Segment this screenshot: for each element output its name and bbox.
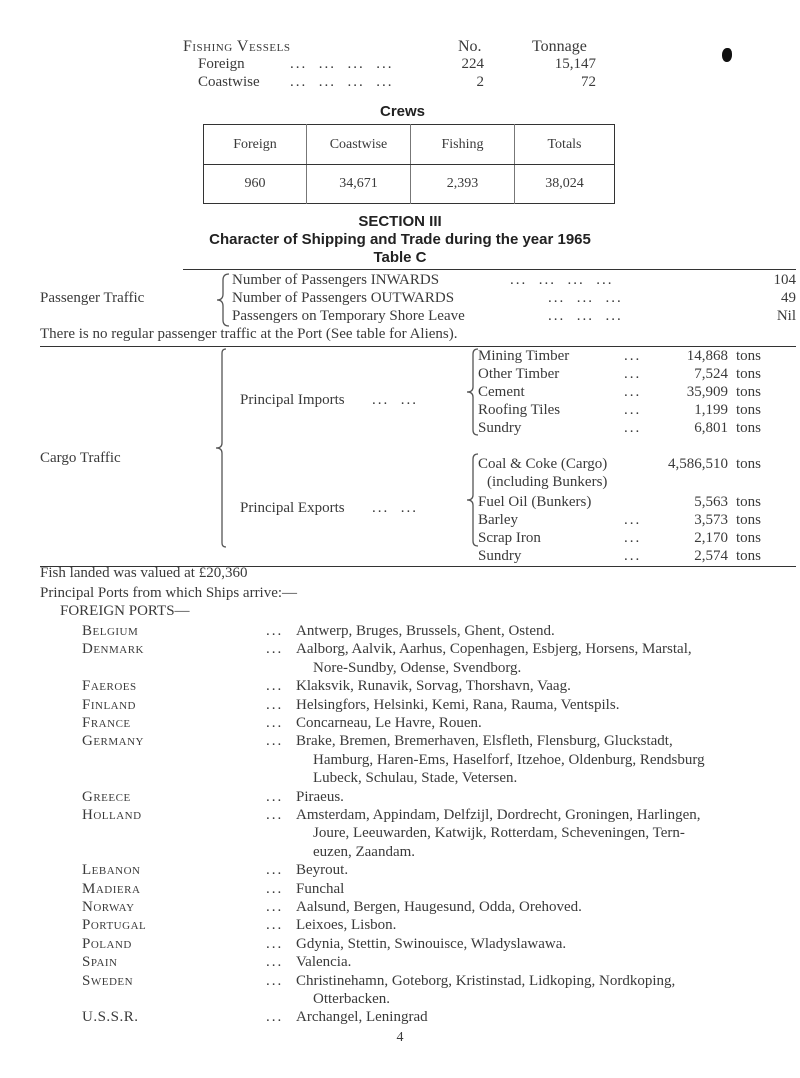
leader-dots: ... ... ... ... <box>290 74 394 90</box>
port-names-line: Amsterdam, Appindam, Delfzijl, Dordrecht, Groningen, Harlingen, <box>296 807 701 823</box>
leader-dots: ... <box>266 972 284 989</box>
leader-dots: ... ... ... <box>548 308 623 324</box>
export-qty: 5,563 <box>694 494 728 510</box>
leader-dots: ... <box>624 348 642 364</box>
port-country: Belgium <box>82 623 139 639</box>
port-names-line: Concarneau, Le Havre, Rouen. <box>296 715 482 731</box>
principal-imports-label: Principal Imports <box>240 392 345 408</box>
port-names-line: Aalsund, Bergen, Haugesund, Odda, Orehoved. <box>296 899 582 915</box>
section-title: Character of Shipping and Trade during the year 1965 <box>209 231 591 248</box>
port-country: Poland <box>82 935 132 952</box>
leader-dots: ... <box>266 935 284 952</box>
port-names-line: Christinehamn, Goteborg, Kristinstad, Lidkoping, Nordkoping, <box>296 972 676 989</box>
port-names-line: Aalborg, Aalvik, Aarhus, Copenhagen, Esbjerg, Horsens, Marstal, <box>296 641 692 658</box>
import-item: Cement <box>478 384 525 400</box>
leader-dots: ... <box>624 530 642 546</box>
principal-exports-label: Principal Exports <box>240 500 345 516</box>
fishing-row-tonnage: 72 <box>581 74 596 90</box>
port-names-line: Joure, Leeuwarden, Katwijk, Rotterdam, Scheveningen, Tern- <box>313 825 685 842</box>
table-row <box>204 125 615 165</box>
foreign-ports-heading: FOREIGN PORTS— <box>60 603 190 619</box>
port-names-line: Helsingfors, Helsinki, Kemi, Rana, Rauma, Ventspils. <box>296 696 620 713</box>
fishing-row-no: 2 <box>476 74 484 90</box>
import-unit: tons <box>736 348 762 364</box>
crews-value-cell: 34,671 <box>307 165 411 204</box>
fishing-row-label: Coastwise <box>198 74 260 90</box>
port-country: Norway <box>82 899 135 915</box>
crews-title: Crews <box>380 103 426 120</box>
table-title: Table C <box>373 249 427 266</box>
leader-dots: ... <box>624 548 642 564</box>
export-item: Coal & Coke (Cargo) <box>478 456 608 472</box>
passenger-row-value: 104 <box>773 272 796 288</box>
export-unit: tons <box>736 494 762 510</box>
ports-intro: Principal Ports from which Ships arrive:— <box>40 585 298 601</box>
leader-dots: ... ... ... <box>548 290 623 306</box>
port-country: U.S.S.R. <box>82 1009 139 1026</box>
crews-header-cell: Coastwise <box>307 125 411 165</box>
export-item-note: (including Bunkers) <box>487 474 608 490</box>
passenger-traffic-label: Passenger Traffic <box>40 290 145 306</box>
leader-dots: ... <box>266 788 284 805</box>
import-qty: 14,868 <box>686 348 728 364</box>
fishing-row-tonnage: 15,147 <box>554 56 596 72</box>
crews-header-cell: Fishing <box>411 125 515 165</box>
leader-dots: ... <box>266 1009 284 1026</box>
crews-table <box>203 124 615 204</box>
port-names-line: Otterbacken. <box>313 991 391 1007</box>
rule <box>183 269 796 270</box>
cargo-traffic-label: Cargo Traffic <box>40 450 121 466</box>
passenger-row-label: Number of Passengers OUTWARDS <box>232 290 455 306</box>
fishing-col-tonnage: Tonnage <box>532 38 587 55</box>
port-names-line: Lubeck, Schulau, Stade, Vetersen. <box>313 770 518 787</box>
page-number: 4 <box>396 1030 404 1045</box>
port-country: Faeroes <box>82 678 137 695</box>
port-country: Germany <box>82 733 145 750</box>
leader-dots: ... <box>266 807 284 823</box>
leader-dots: ... <box>266 678 284 695</box>
port-names-line: Leixoes, Lisbon. <box>296 917 397 934</box>
leader-dots: ... <box>266 715 284 731</box>
port-names-line: Valencia. <box>296 954 352 971</box>
import-unit: tons <box>736 402 762 418</box>
port-names-line: Brake, Bremen, Bremerhaven, Elsfleth, Flensburg, Gluckstadt, <box>296 733 673 750</box>
port-country: France <box>82 715 131 731</box>
passenger-row-label: Number of Passengers INWARDS <box>232 272 440 288</box>
export-unit: tons <box>736 530 762 546</box>
export-unit: tons <box>736 456 762 472</box>
import-unit: tons <box>736 420 762 436</box>
fish-landed-text: Fish landed was valued at £20,360 <box>40 565 248 581</box>
leader-dots: ... <box>266 862 284 879</box>
leader-dots: ... <box>624 384 642 400</box>
port-country: Portugal <box>82 917 147 934</box>
crews-header-cell: Foreign <box>204 125 307 165</box>
leader-dots: ... ... ... ... <box>510 272 614 288</box>
port-names-line: Klaksvik, Runavik, Sorvag, Thorshavn, Vaag. <box>296 678 571 695</box>
port-names-line: Beyrout. <box>296 862 349 879</box>
import-item: Sundry <box>478 420 522 436</box>
port-country: Lebanon <box>82 862 141 879</box>
leader-dots: ... ... <box>372 500 418 516</box>
import-qty: 1,199 <box>694 402 728 418</box>
import-item: Roofing Tiles <box>478 402 561 418</box>
port-names-line: euzen, Zaandam. <box>313 843 416 860</box>
import-qty: 7,524 <box>694 366 728 382</box>
leader-dots: ... <box>624 512 642 528</box>
port-names-line: Piraeus. <box>296 788 344 805</box>
export-qty: 2,170 <box>694 530 728 546</box>
port-names-line: Funchal <box>296 880 345 897</box>
leader-dots: ... <box>266 641 284 658</box>
export-item: Fuel Oil (Bunkers) <box>478 494 592 510</box>
passenger-row-label: Passengers on Temporary Shore Leave <box>232 308 465 324</box>
leader-dots: ... <box>266 899 284 915</box>
ink-blot <box>722 48 732 62</box>
leader-dots: ... <box>266 696 284 713</box>
port-country: Spain <box>82 954 118 971</box>
fishing-row-label: Foreign <box>198 56 245 72</box>
leader-dots: ... <box>266 954 284 971</box>
leader-dots: ... <box>624 366 642 382</box>
leader-dots: ... <box>624 420 642 436</box>
import-item: Mining Timber <box>478 348 570 364</box>
brace-icon <box>214 347 228 549</box>
leader-dots: ... <box>624 402 642 418</box>
port-country: Sweden <box>82 972 134 989</box>
crews-header-cell: Totals <box>515 125 615 165</box>
section-number: SECTION III <box>358 213 442 230</box>
port-country: Holland <box>82 807 142 823</box>
brace-icon <box>215 272 231 328</box>
port-country: Madiera <box>82 880 141 897</box>
port-names-line: Hamburg, Haren-Ems, Haselforf, Itzehoe, Oldenburg, Rendsburg <box>313 751 705 768</box>
import-item: Other Timber <box>478 366 560 382</box>
fishing-row-no: 224 <box>461 56 484 72</box>
crews-value-cell: 2,393 <box>411 165 515 204</box>
import-qty: 35,909 <box>686 384 728 400</box>
export-unit: tons <box>736 512 762 528</box>
port-names-line: Antwerp, Bruges, Brussels, Ghent, Ostend. <box>296 623 555 639</box>
crews-value-cell: 38,024 <box>515 165 615 204</box>
leader-dots: ... <box>266 623 284 639</box>
export-qty: 3,573 <box>694 512 728 528</box>
passenger-traffic-note: There is no regular passenger traffic at the Port (See table for Aliens). <box>40 326 458 342</box>
export-qty: 4,586,510 <box>668 456 728 472</box>
port-names-line: Archangel, Leningrad <box>296 1009 428 1026</box>
port-names-line: Nore-Sundby, Odense, Svendborg. <box>313 659 522 676</box>
export-item: Scrap Iron <box>478 530 541 546</box>
leader-dots: ... ... ... ... <box>290 56 394 72</box>
port-country: Finland <box>82 696 136 713</box>
passenger-row-value: 49 <box>781 290 796 306</box>
port-country: Denmark <box>82 641 145 658</box>
rule <box>40 346 796 347</box>
import-unit: tons <box>736 384 762 400</box>
leader-dots: ... <box>266 880 284 897</box>
export-unit: tons <box>736 548 762 564</box>
fishing-vessels-heading: Fishing Vessels <box>183 38 291 55</box>
export-qty: 2,574 <box>694 548 728 564</box>
table-row <box>204 165 615 204</box>
leader-dots: ... <box>266 733 284 750</box>
leader-dots: ... <box>266 917 284 934</box>
passenger-row-value: Nil <box>776 308 796 324</box>
port-names-line: Gdynia, Stettin, Swinouisce, Wladyslawawa. <box>296 935 567 952</box>
export-item: Sundry <box>478 548 522 564</box>
export-item: Barley <box>478 512 518 528</box>
leader-dots: ... ... <box>372 392 418 408</box>
fishing-col-no: No. <box>458 38 482 55</box>
import-unit: tons <box>736 366 762 382</box>
port-country: Greece <box>82 788 131 805</box>
crews-value-cell: 960 <box>244 176 266 191</box>
import-qty: 6,801 <box>694 420 728 436</box>
